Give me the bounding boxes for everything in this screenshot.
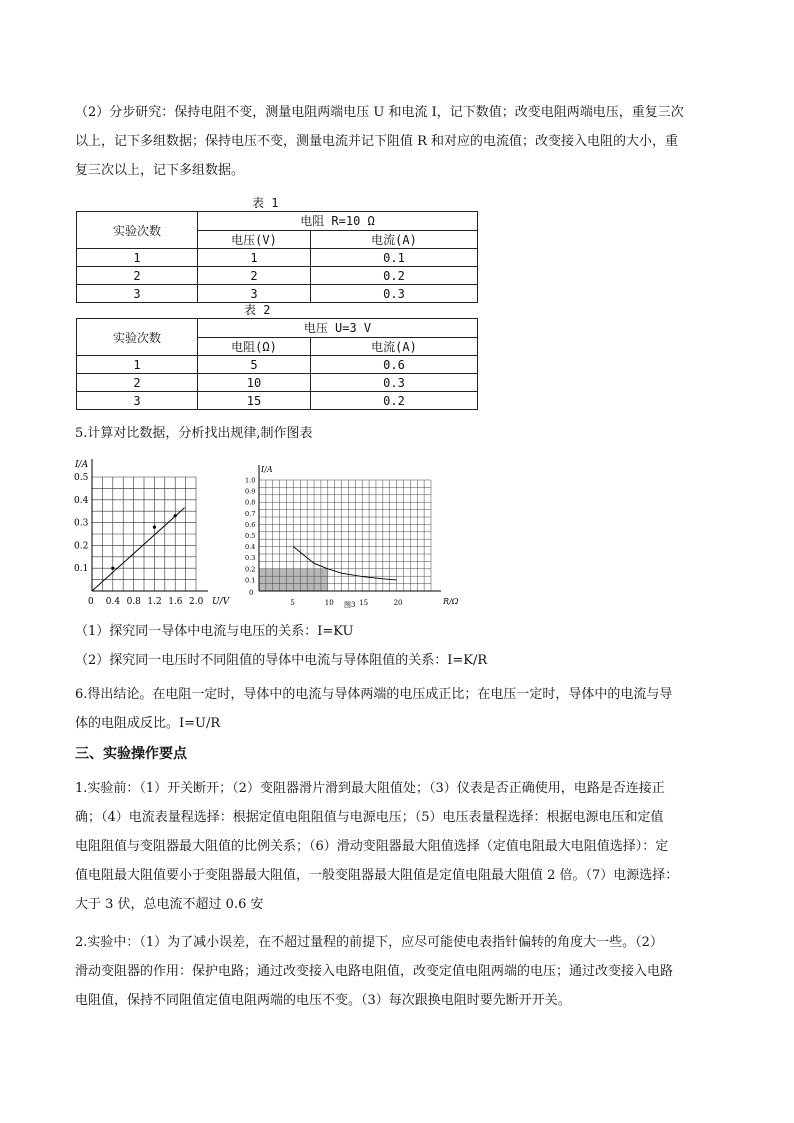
chart2-origin: 0	[249, 589, 254, 597]
table2-caption: 表 2	[244, 303, 271, 317]
relation-2: （2）探究同一电压时不同阻值的导体中电流与导体阻值的关系：I=K/R	[75, 653, 488, 668]
x-tick-label: 1.6	[168, 597, 183, 607]
table-cell: 0.3	[311, 285, 478, 303]
section3-heading: 三、实验操作要点	[75, 746, 187, 762]
table2-col2: 电流(A)	[311, 337, 478, 356]
table1-head-col: 实验次数	[77, 212, 198, 249]
table-row	[77, 374, 478, 392]
y-tick-label: 0.6	[245, 520, 256, 529]
table-cell: 10	[198, 374, 311, 392]
y-tick-label: 0.3	[245, 554, 256, 563]
chart2-xlabel: R/Ω	[443, 597, 459, 606]
x-tick-label: 20	[393, 599, 403, 607]
y-tick-label: 0.4	[74, 495, 89, 506]
table-cell: 1	[77, 356, 198, 374]
table-row	[77, 392, 478, 410]
table1	[76, 211, 478, 303]
table-cell: 0.6	[311, 356, 478, 374]
data-point	[111, 567, 114, 570]
y-tick-label: 0.9	[245, 487, 256, 496]
step6-line-2: 体的电阻成反比。I=U/R	[75, 716, 221, 731]
y-tick-label: 1.0	[245, 476, 256, 485]
x-tick-label: 0.4	[105, 597, 121, 607]
x-tick-label: 1.2	[147, 597, 162, 607]
table1-col2: 电流(A)	[311, 230, 478, 249]
chart1-origin: 0	[88, 597, 94, 607]
table-cell: 0.2	[311, 267, 478, 285]
table1-col1: 电压(V)	[198, 230, 311, 249]
x-tick-label: 10	[324, 599, 334, 607]
table2-col1: 电阻(Ω)	[198, 337, 311, 356]
y-tick-label: 0.1	[74, 564, 89, 575]
x-tick-label: 0.8	[126, 597, 141, 607]
y-tick-label: 0.5	[74, 473, 89, 483]
x-tick-label: 5	[290, 599, 295, 607]
table-row	[77, 285, 478, 303]
y-tick-label: 0.4	[245, 543, 256, 552]
intro-line-2: 以上，记下多组数据；保持电压不变，测量电流并记下阻值 R 和对应的电流值；改变接入电阻的大小，重	[75, 134, 679, 149]
table-cell: 0.1	[311, 249, 478, 267]
y-tick-label: 0.2	[74, 541, 89, 552]
table1-caption: 表 1	[252, 196, 279, 210]
table-cell: 2	[77, 267, 198, 285]
section3-a2: 确；（4）电流表量程选择：根据定值电阻阻值与电源电压；（5）电压表量程选择：根据电源电压和定值	[75, 810, 664, 825]
table-cell: 2	[77, 374, 198, 392]
table-row	[77, 267, 478, 285]
table-cell: 0.2	[311, 392, 478, 410]
table-cell: 3	[77, 392, 198, 410]
section3-b3: 电阻值，保持不同阻值定值电阻两端的电压不变。（3）每次跟换电阻时要先断开开关。	[75, 993, 571, 1008]
chart-current-resistance	[243, 462, 468, 612]
y-tick-label: 0.3	[74, 518, 89, 529]
intro-line-1: （2）分步研究：保持电阻不变，测量电阻两端电压 U 和电流 I，记下数值；改变电阻两端电压，重复三次	[75, 105, 684, 120]
table2-head-col: 实验次数	[77, 319, 198, 356]
step6-line-1: 6.得出结论。在电阻一定时，导体中的电流与导体两端的电压成正比；在电压一定时，导体中的电流与导	[75, 687, 673, 702]
chart2-ylabel: I/A	[261, 465, 273, 474]
table-cell: 15	[198, 392, 311, 410]
series-line	[92, 508, 185, 591]
y-tick-label: 0.8	[245, 498, 256, 507]
y-tick-label: 0.1	[245, 576, 256, 585]
y-tick-label: 0.2	[245, 565, 256, 574]
chart1-ylabel: I/A	[75, 460, 89, 470]
section3-a1: 1.实验前：（1）开关断开；（2）变阻器滑片滑到最大阻值处；（3）仪表是否正确使用，电路是否连接正	[75, 781, 665, 796]
table-cell: 1	[198, 249, 311, 267]
table1-group: 电阻 R=10 Ω	[198, 212, 478, 231]
table2-group: 电压 U=3 V	[198, 319, 478, 338]
data-point	[153, 526, 156, 529]
section3-b2: 滑动变阻器的作用：保护电路；通过改变接入电路电阻值，改变定值电阻两端的电压；通过改变接入电路	[75, 964, 674, 979]
chart2-title: 图3	[344, 601, 356, 609]
relation-1: （1）探究同一导体中电流与电压的关系：I=KU	[75, 624, 354, 639]
table-cell: 0.3	[311, 374, 478, 392]
section3-a4: 值电阻最大阻值要小于变阻器最大阻值，一般变阻器最大阻值是定值电阻最大阻值 2 倍。（7）电源选择：	[75, 868, 679, 883]
section3-b1: 2.实验中：（1）为了减小误差，在不超过量程的前提下，应尽可能使电表指针偏转的角度大一些。（2）	[75, 935, 663, 950]
table-cell: 1	[77, 249, 198, 267]
section3-a5: 大于 3 伏，总电流不超过 0.6 安	[75, 897, 264, 912]
x-tick-label: 15	[359, 599, 369, 607]
intro-line-3: 复三次以上，记下多组数据。	[75, 163, 245, 178]
y-tick-label: 0.5	[245, 532, 256, 540]
chart-current-voltage	[70, 455, 235, 610]
table-cell: 5	[198, 356, 311, 374]
x-tick-label: 2.0	[189, 597, 204, 607]
data-point	[174, 514, 177, 517]
table-cell: 3	[198, 285, 311, 303]
table-cell: 3	[77, 285, 198, 303]
table-row	[77, 249, 478, 267]
table2	[76, 318, 478, 410]
y-tick-label: 0.7	[245, 509, 256, 518]
step5-text: 5.计算对比数据，分析找出规律,制作图表	[75, 426, 313, 441]
table-row	[77, 356, 478, 374]
table-cell: 2	[198, 267, 311, 285]
chart1-xlabel: U/V	[212, 597, 230, 607]
section3-a3: 电阻阻值与变阻器最大阻值的比例关系；（6）滑动变阻器最大阻值选择（定值电阻最大电阻值选择）：定	[75, 839, 669, 854]
